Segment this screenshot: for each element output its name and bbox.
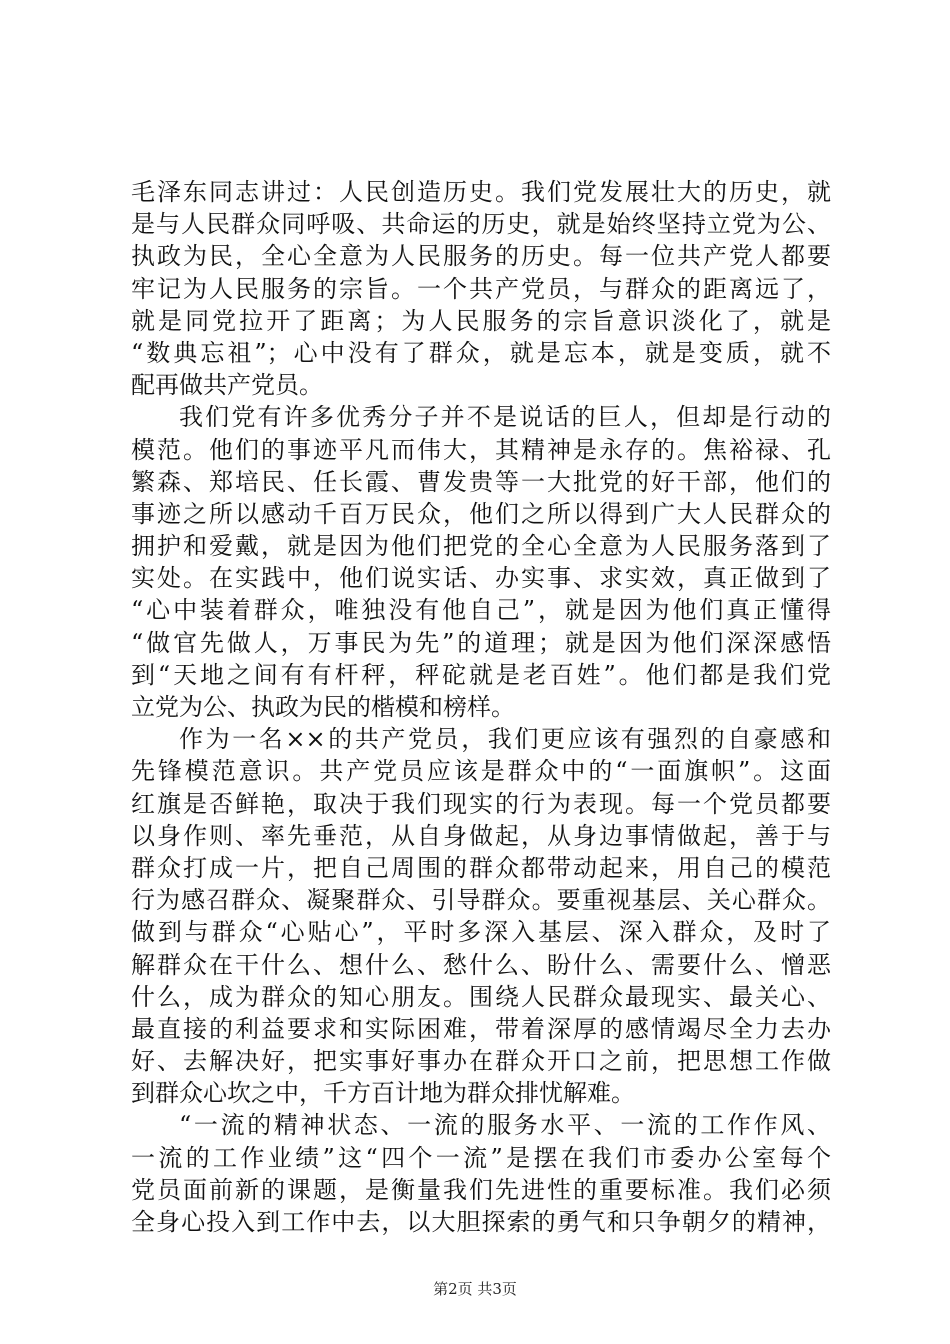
paragraph (131, 1109, 831, 1238)
text-line: “做官先做人，万事民为先”的道理；就是因为他们深深感悟 (131, 628, 831, 657)
text-line: 一流的工作业绩”这“四个一流”是摆在我们市委办公室每个 (131, 1143, 831, 1172)
text-line: “数典忘祖”；心中没有了群众，就是忘本，就是变质，就不 (131, 338, 831, 367)
paragraph (131, 723, 831, 1109)
text-line: 解群众在干什么、想什么、愁什么、盼什么、需要什么、憎恶 (131, 950, 831, 979)
text-line: 立党为公、执政为民的楷模和榜样。 (131, 693, 515, 721)
text-line: 拥护和爱戴，就是因为他们把党的全心全意为人民服务落到了 (131, 532, 831, 561)
text-line: 事迹之所以感动千百万民众，他们之所以得到广大人民群众的 (131, 499, 831, 528)
text-line: 群众打成一片，把自己周围的群众都带动起来，用自己的模范 (131, 853, 831, 882)
text-line: “一流的精神状态、一流的服务水平、一流的工作作风、 (179, 1111, 831, 1140)
text-line: 行为感召群众、凝聚群众、引导群众。要重视基层、关心群众。 (131, 886, 831, 915)
text-line: 繁森、郑培民、任长霞、曹发贵等一大批党的好干部，他们的 (131, 467, 831, 496)
text-line: 党员面前新的课题，是衡量我们先进性的重要标准。我们必须 (131, 1175, 831, 1204)
text-line: 好、去解决好，把实事好事办在群众开口之前，把思想工作做 (131, 1047, 831, 1076)
text-line: 到群众心坎之中，千方百计地为群众排忧解难。 (131, 1079, 635, 1108)
text-line: 作为一名××的共产党员，我们更应该有强烈的自豪感和 (179, 725, 831, 754)
text-line: 实处。在实践中，他们说实话、办实事、求实效，真正做到了 (131, 564, 831, 593)
text-line: 什么，成为群众的知心朋友。围绕人民群众最现实、最关心、 (131, 982, 831, 1011)
text-line: “心中装着群众，唯独没有他自己”，就是因为他们真正懂得 (131, 596, 831, 625)
text-line: 模范。他们的事迹平凡而伟大，其精神是永存的。焦裕禄、孔 (131, 435, 831, 464)
text-line: 我们党有许多优秀分子并不是说话的巨人，但却是行动的 (179, 403, 831, 432)
text-line: 牢记为人民服务的宗旨。一个共产党员，与群众的距离远了， (131, 274, 831, 303)
text-line: 全身心投入到工作中去，以大胆探索的勇气和只争朝夕的精神， (131, 1208, 831, 1236)
text-line: 做到与群众“心贴心”，平时多深入基层、深入群众，及时了 (131, 918, 831, 947)
text-line: 执政为民，全心全意为人民服务的历史。每一位共产党人都要 (131, 242, 831, 271)
text-line: 红旗是否鲜艳，取决于我们现实的行为表现。每一个党员都要 (131, 789, 831, 818)
paragraph (131, 401, 831, 723)
text-line: 就是同党拉开了距离；为人民服务的宗旨意识淡化了，就是 (131, 306, 831, 335)
text-line: 先锋模范意识。共产党员应该是群众中的“一面旗帜”。这面 (131, 757, 831, 786)
body-text (131, 176, 831, 1238)
text-line: 到“天地之间有有杆秤，秤砣就是老百姓”。他们都是我们党 (131, 660, 831, 689)
text-line: 配再做共产党员。 (131, 371, 323, 400)
page-footer: 第2页 共3页 (433, 1280, 517, 1298)
text-line: 以身作则、率先垂范，从自身做起，从身边事情做起，善于与 (131, 821, 831, 850)
text-line: 是与人民群众同呼吸、共命运的历史，就是始终坚持立党为公、 (131, 210, 831, 239)
text-line: 毛泽东同志讲过：人民创造历史。我们党发展壮大的历史，就 (131, 178, 831, 206)
text-line: 最直接的利益要求和实际困难，带着深厚的感情竭尽全力去办 (131, 1014, 831, 1043)
paragraph (131, 176, 831, 401)
